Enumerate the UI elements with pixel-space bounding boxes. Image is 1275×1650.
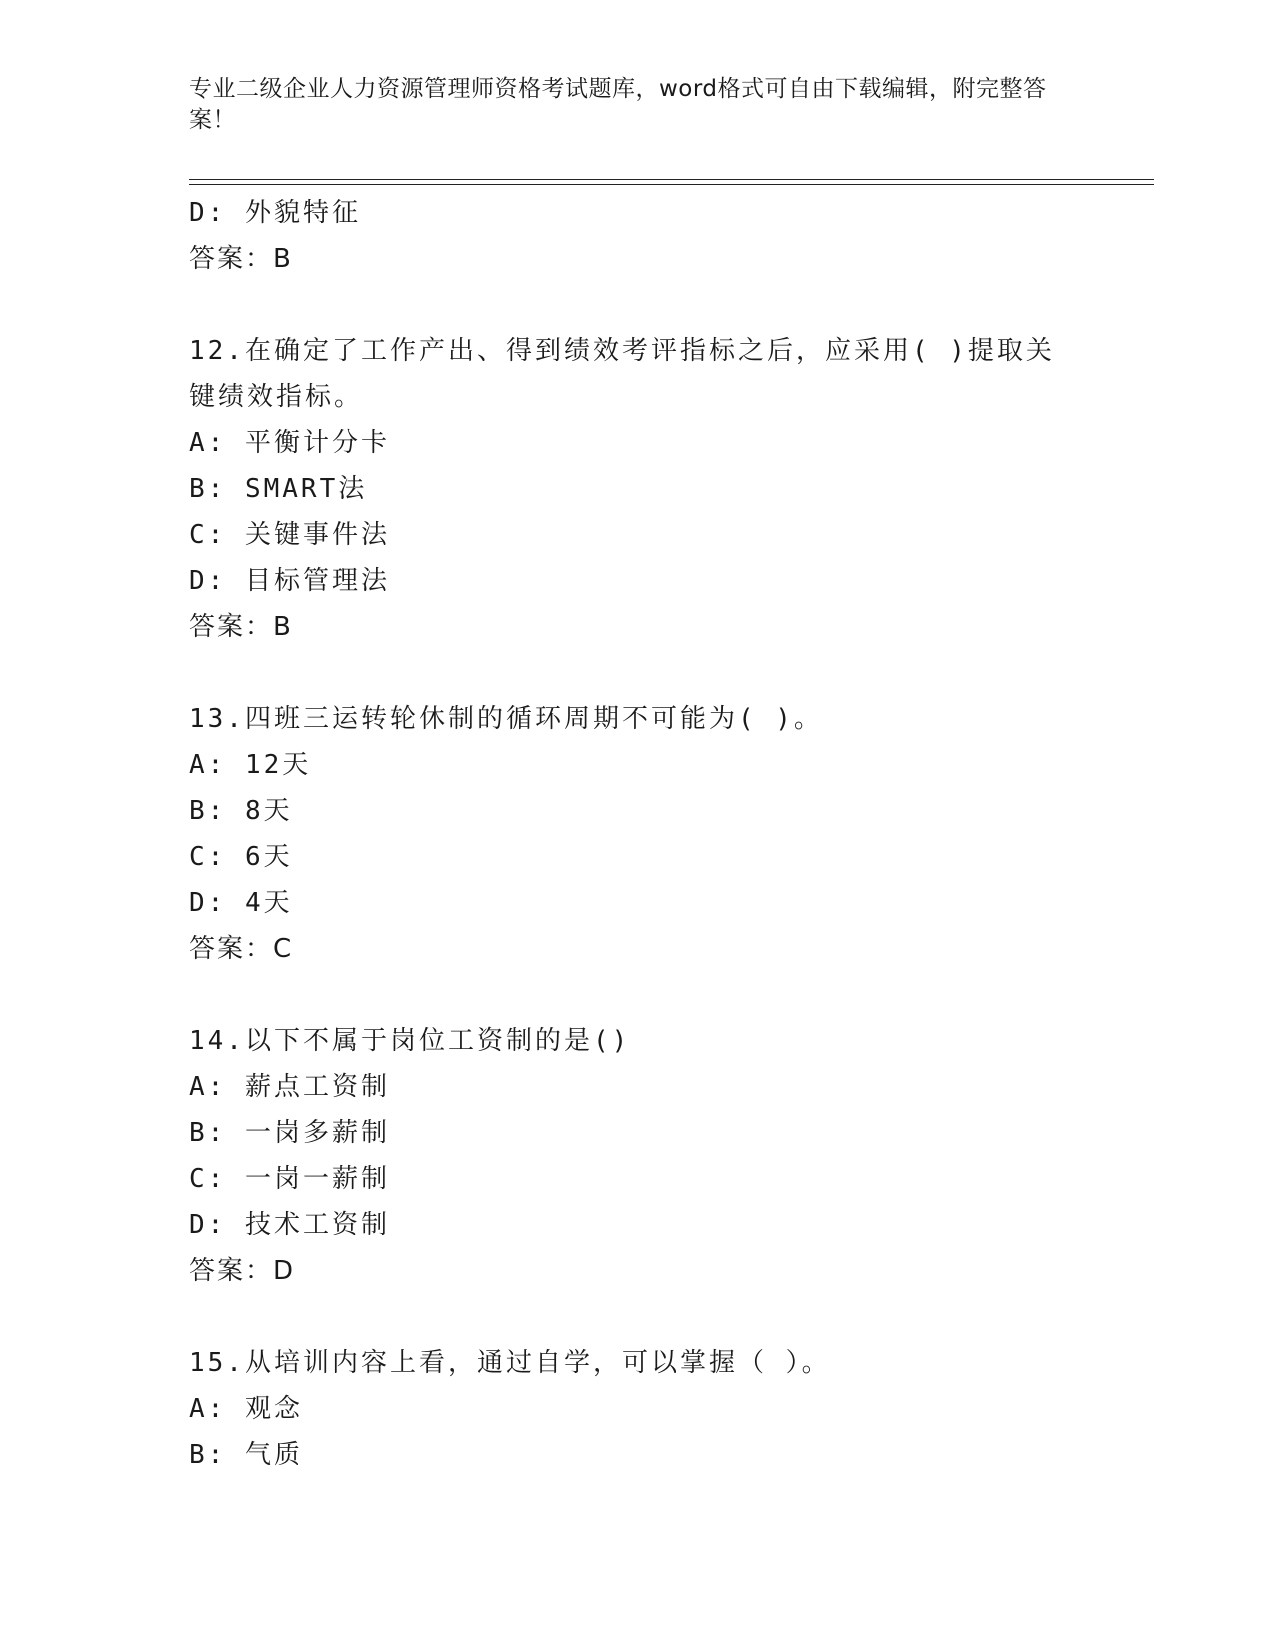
spacer: [189, 1294, 1089, 1340]
option-c: C: 关键事件法: [189, 520, 390, 550]
option-b: B: 8天: [189, 796, 293, 826]
option-a: A: 薪点工资制: [189, 1072, 390, 1102]
question-list: [189, 190, 1089, 1478]
spacer: [189, 282, 1089, 328]
answer-line: 答案：C: [189, 934, 294, 964]
question-13-text: 13.四班三运转轮休制的循环周期不可能为( )。: [189, 704, 823, 734]
option-d: D: 目标管理法: [189, 566, 390, 596]
header-divider-bottom: [189, 184, 1154, 185]
option-b: B: 气质: [189, 1440, 303, 1470]
option-d: D: 技术工资制: [189, 1210, 390, 1240]
question-14-text: 14.以下不属于岗位工资制的是(): [189, 1026, 631, 1056]
option-c: C: 一岗一薪制: [189, 1164, 390, 1194]
answer-line: 答案：D: [189, 1256, 296, 1286]
question-15-text: 15.从培训内容上看，通过自学，可以掌握（ ）。: [189, 1348, 831, 1378]
option-a: A: 12天: [189, 750, 312, 780]
spacer: [189, 972, 1089, 1018]
option-b: B: 一岗多薪制: [189, 1118, 390, 1148]
option-b: B: SMART法: [189, 474, 368, 504]
option-a: A: 观念: [189, 1394, 303, 1424]
answer-line: 答案：B: [189, 612, 293, 642]
spacer: [189, 650, 1089, 696]
option-d: D: 外貌特征: [189, 198, 361, 228]
option-d: D: 4天: [189, 888, 293, 918]
answer-line: 答案：B: [189, 244, 293, 274]
option-a: A: 平衡计分卡: [189, 428, 390, 458]
page-header: 专业二级企业人力资源管理师资格考试题库，word格式可自由下载编辑，附完整答案！: [189, 76, 1047, 133]
option-c: C: 6天: [189, 842, 293, 872]
question-12-text: 12.在确定了工作产出、得到绩效考评指标之后，应采用( )提取关键绩效指标。: [189, 336, 1055, 412]
header-divider-top: [189, 179, 1154, 180]
